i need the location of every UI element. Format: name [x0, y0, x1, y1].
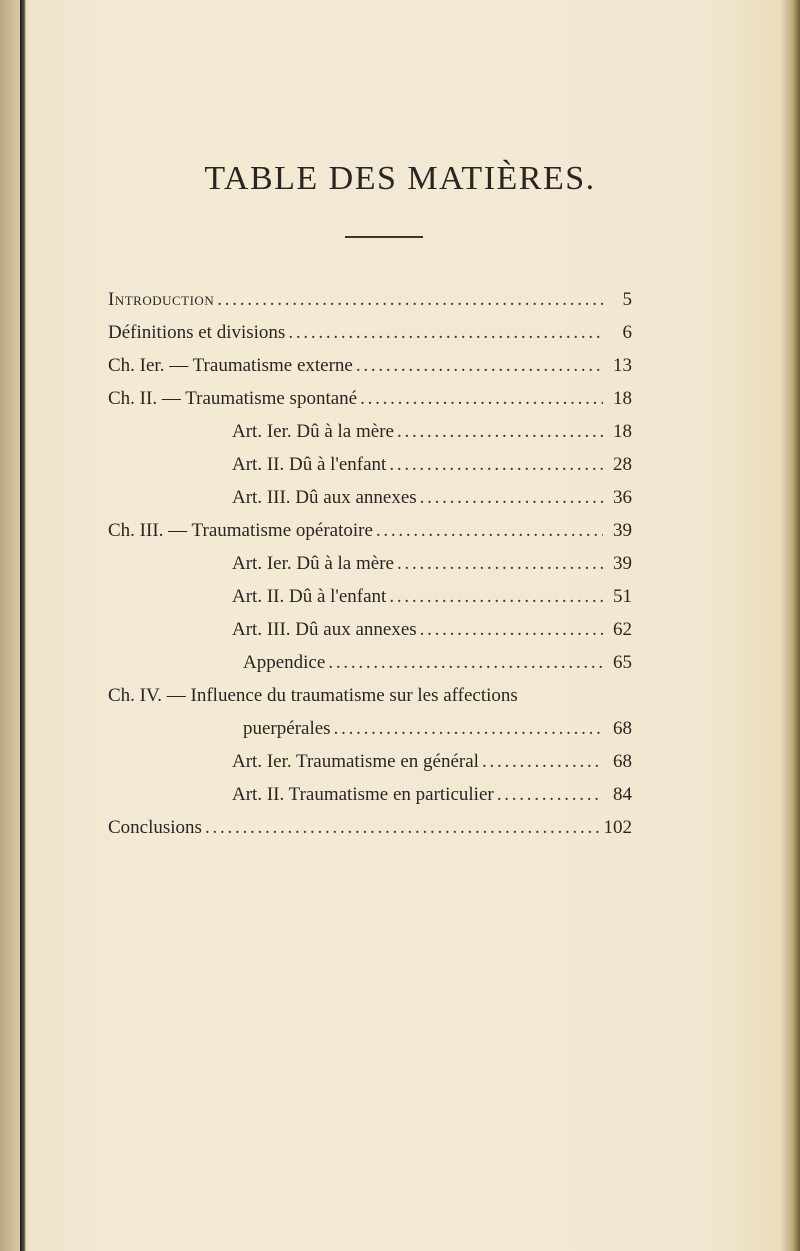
toc-page-number: 62	[613, 619, 632, 640]
dot-leader	[397, 420, 603, 444]
toc-label: Art. II. Dû à l'enfant	[232, 454, 387, 475]
page-title: TABLE DES MATIÈRES.	[204, 160, 596, 197]
toc-entry	[108, 519, 632, 543]
toc-page-number: 28	[613, 454, 632, 475]
toc-page-number: 84	[613, 784, 632, 805]
dot-leader	[376, 519, 603, 543]
dot-leader	[389, 453, 603, 477]
toc-label: Art. III. Dû aux annexes	[232, 487, 417, 508]
toc-entry	[243, 717, 632, 741]
dot-leader	[360, 387, 603, 411]
toc-label: Conclusions	[108, 817, 202, 838]
toc-entry	[232, 585, 632, 609]
toc-page-number: 36	[613, 487, 632, 508]
toc-page-number: 5	[622, 289, 632, 310]
toc-entry	[108, 684, 518, 708]
dot-leader	[288, 321, 603, 345]
toc-label: Définitions et divisions	[108, 322, 286, 343]
toc-entry	[108, 387, 632, 411]
toc-label: puerpérales	[243, 718, 331, 739]
toc-label: Art. III. Dû aux annexes	[232, 619, 417, 640]
toc-entry	[108, 321, 632, 345]
dot-leader	[356, 354, 603, 378]
toc-page-number: 68	[613, 718, 632, 739]
toc-label: Art. Ier. Dû à la mère	[232, 553, 394, 574]
toc-entry	[232, 453, 632, 477]
toc-page-number: 6	[622, 322, 632, 343]
toc-entry	[243, 651, 632, 675]
dot-leader	[482, 750, 603, 774]
toc-label: Art. II. Dû à l'enfant	[232, 586, 387, 607]
toc-label: Ch. Ier. — Traumatisme externe	[108, 355, 353, 376]
dot-leader	[328, 651, 603, 675]
toc-page-number: 13	[613, 355, 632, 376]
toc-entry	[232, 783, 632, 807]
toc-label: Introduction	[108, 289, 215, 310]
toc-label: Art. Ier. Traumatisme en général	[232, 751, 479, 772]
dot-leader	[334, 717, 603, 741]
toc-page-number: 18	[613, 421, 632, 442]
dot-leader	[420, 486, 603, 510]
toc-page-number: 39	[613, 520, 632, 541]
dot-leader	[497, 783, 603, 807]
toc-page-number: 65	[613, 652, 632, 673]
dot-leader	[205, 816, 601, 840]
toc-label: Ch. II. — Traumatisme spontané	[108, 388, 358, 409]
dot-leader	[420, 618, 603, 642]
toc-label: Ch. IV. — Influence du traumatisme sur les affections	[108, 685, 518, 706]
toc-label: Art. Ier. Dû à la mère	[232, 421, 394, 442]
toc-entry	[232, 420, 632, 444]
toc-label: Appendice	[243, 652, 326, 673]
toc-page-number: 51	[613, 586, 632, 607]
toc-page-number: 39	[613, 553, 632, 574]
toc-label: Art. II. Traumatisme en particulier	[232, 784, 494, 805]
toc-entry	[108, 354, 632, 378]
toc-label: Ch. III. — Traumatisme opératoire	[108, 520, 373, 541]
dot-leader	[389, 585, 603, 609]
toc-entry	[232, 486, 632, 510]
toc-page-number: 68	[613, 751, 632, 772]
toc-entry	[232, 750, 632, 774]
dot-leader	[217, 288, 603, 312]
toc-entry	[232, 552, 632, 576]
toc-page-number: 18	[613, 388, 632, 409]
toc-entry	[232, 618, 632, 642]
toc-page-number: 102	[603, 817, 632, 838]
toc-entry	[108, 288, 632, 312]
toc-entry	[108, 816, 632, 840]
dot-leader	[397, 552, 603, 576]
